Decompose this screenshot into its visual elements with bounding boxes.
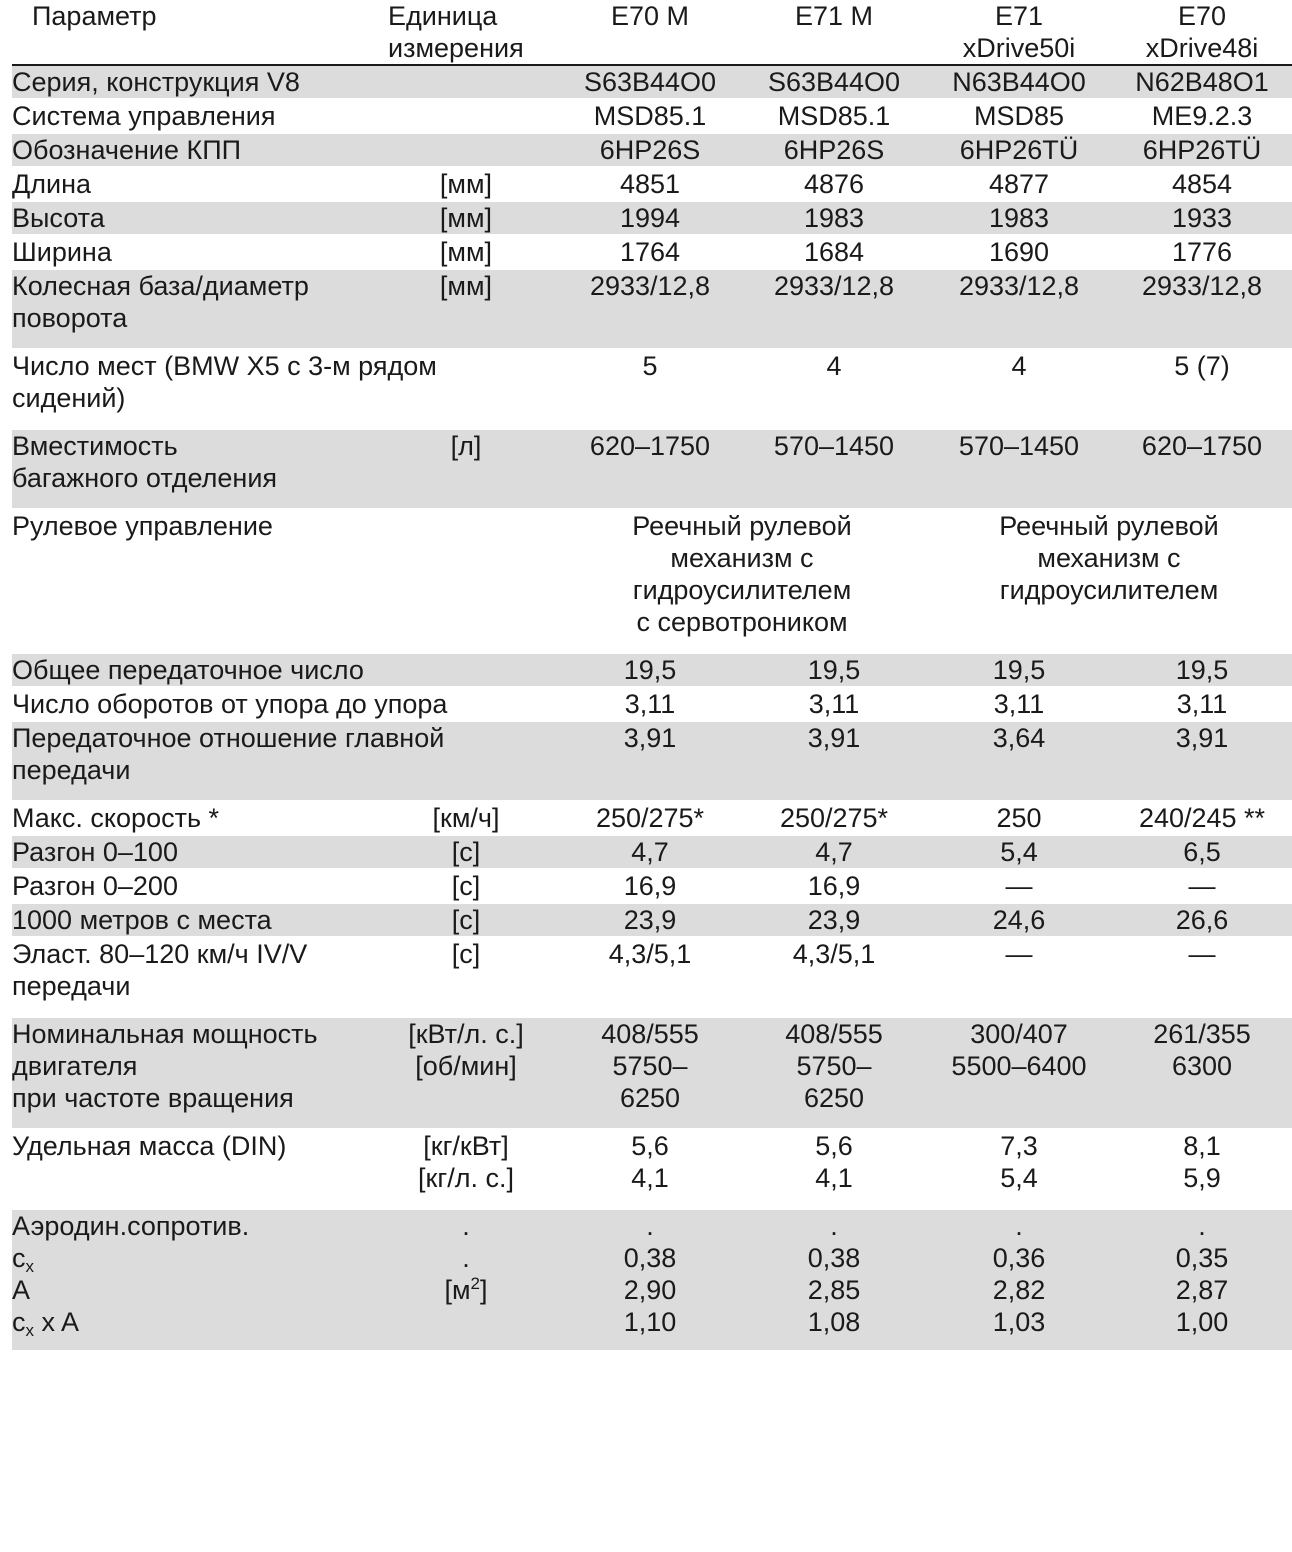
table-row [12,653,1292,687]
value-cell: 3,64 [992,723,1046,753]
value-cell: 1776 [1171,237,1233,267]
header-model-e70-xdrive48i: E70 xDrive48i [1112,0,1292,65]
value-cell: 250 [996,803,1042,833]
table-row [12,235,1292,269]
value-cell: 4851 [619,169,681,199]
table-row [12,269,1292,349]
header-model-e71-xdrive50i: E71 xDrive50i [926,0,1112,65]
unit-cell: [л] [450,431,482,461]
value-cell: 4,3/5,1 [608,939,692,969]
table-row [12,167,1292,201]
value-cell: MSD85.1 [777,101,891,131]
value-cell: 4876 [803,169,865,199]
value-cell: 1690 [988,237,1050,267]
unit-cell [374,99,558,133]
value-cell: 408/555 5750– 6250 [601,1019,699,1113]
value-cell: 4,7 [815,837,853,867]
value-cell: 570–1450 [958,431,1080,461]
value-cell: 250/275* [595,803,705,833]
value-cell: 16,9 [623,871,677,901]
param-cell: Обозначение КПП [12,135,242,165]
header-row [12,0,1292,65]
unit-cell: [c] [451,837,481,867]
aero-row [12,1209,1292,1351]
param-cell: Высота [12,203,105,233]
table-row [12,687,1292,721]
value-cell: 1983 [988,203,1050,233]
value-cell: 4,3/5,1 [792,939,876,969]
table-row [12,99,1292,133]
value-cell: 5,6 4,1 [631,1131,669,1193]
steering-left-cell: Реечный рулевой механизм с гидроусилителем с сервотроником [632,511,852,637]
value-cell: 23,9 [623,905,677,935]
value-cell: . 0,35 2,87 1,00 [1175,1211,1229,1337]
value-cell: — [1188,871,1216,901]
value-cell: 7,3 5,4 [1000,1131,1038,1193]
value-cell: — [1188,939,1216,969]
value-cell: 5 [642,351,658,381]
value-cell: . 0,38 2,85 1,08 [807,1211,861,1337]
table-row [12,801,1292,835]
value-cell: 620–1750 [1141,431,1263,461]
param-cell: Вместимость багажного отделения [12,431,278,493]
value-cell: N63B44O0 [952,67,1086,97]
value-cell: 5,4 [1000,837,1038,867]
param-cell: Система управления [12,101,276,131]
param-cell: Ширина [12,237,112,267]
header-param: Параметр [12,0,374,65]
value-cell: 23,9 [807,905,861,935]
value-cell: 3,11 [993,689,1045,719]
value-cell: 2933/12,8 [589,271,711,301]
value-cell: . 0,38 2,90 1,10 [623,1211,677,1337]
value-cell: S63B44O0 [583,67,717,97]
unit-cell: [кг/кВт] [кг/л. с.] [418,1131,514,1193]
mass-row [12,1129,1292,1209]
table-row [12,65,1292,99]
value-cell: S63B44O0 [767,67,901,97]
unit-cell [374,509,558,653]
value-cell: 6,5 [1183,837,1221,867]
header-model-e71m: E71 M [742,0,926,65]
unit-cell: [c] [451,871,481,901]
value-cell: 16,9 [807,871,861,901]
header-unit: Единица измерения [374,0,558,65]
value-cell: 1684 [803,237,865,267]
param-cell: Разгон 0–100 [12,837,178,867]
unit-cell: [км/ч] [432,803,500,833]
param-cell: Разгон 0–200 [12,871,178,901]
unit-cell: [кВт/л. с.] [об/мин] [408,1019,524,1081]
value-cell: MSD85 [973,101,1065,131]
table-row [12,835,1292,869]
value-cell: N62B48O1 [1135,67,1269,97]
value-cell: 6HP26S [783,135,885,165]
value-cell: 3,91 [623,723,677,753]
table-row [12,201,1292,235]
value-cell: 250/275* [779,803,889,833]
table-row [12,133,1292,167]
value-cell: 1983 [803,203,865,233]
spec-table [12,0,1292,1352]
unit-cell: [мм] [439,169,493,199]
value-cell: 3,91 [1175,723,1229,753]
value-cell: 8,1 5,9 [1183,1131,1221,1193]
value-cell: 5,6 4,1 [815,1131,853,1193]
param-cell: Число оборотов от упора до упора [12,689,448,719]
header-model-e70m: E70 M [558,0,742,65]
value-cell: 2933/12,8 [773,271,895,301]
unit-cell: . . $[м^2]$ [444,1211,488,1305]
unit-cell: [мм] [439,271,493,301]
param-cell: Номинальная мощность двигателя при частоте вращения [12,1019,318,1113]
value-cell: 3,91 [807,723,861,753]
value-cell: 240/245 ** [1138,803,1266,833]
value-cell: 2933/12,8 [1141,271,1263,301]
value-cell: . 0,36 2,82 1,03 [992,1211,1046,1337]
param-cell: Общее передаточное число [12,655,364,685]
value-cell: 24,6 [992,905,1046,935]
steering-right-cell: Реечный рулевой механизм с гидроусилителем [999,511,1219,605]
param-cell: 1000 метров с места [12,905,272,935]
value-cell: 4877 [988,169,1050,199]
value-cell: 261/355 6300 [1153,1019,1251,1081]
value-cell: 4854 [1171,169,1233,199]
param-cell: Серия, конструкция V8 [12,67,300,97]
steering-row [12,509,1292,653]
value-cell: 6HP26TÜ [1142,135,1262,165]
unit-cell: [мм] [439,203,493,233]
value-cell: 4 [1011,351,1027,381]
param-cell: Эласт. 80–120 км/ч IV/V передачи [12,939,308,1001]
value-cell: 26,6 [1175,905,1229,935]
value-cell: 300/407 5500–6400 [951,1019,1087,1081]
value-cell: ME9.2.3 [1151,101,1253,131]
value-cell: — [1005,871,1033,901]
unit-cell: [c] [451,939,481,969]
value-cell: 19,5 [807,655,861,685]
unit-cell [374,65,558,99]
value-cell: 19,5 [623,655,677,685]
table-row [12,721,1292,801]
value-cell: 570–1450 [773,431,895,461]
value-cell: — [1005,939,1033,969]
value-cell: 1764 [619,237,681,267]
value-cell: MSD85.1 [593,101,707,131]
param-cell: Колесная база/диаметр поворота [12,271,309,333]
param-cell: Макс. скорость * [12,803,220,833]
value-cell: 408/555 5750– 6250 [785,1019,883,1113]
value-cell: 3,11 [624,689,676,719]
table-row [12,903,1292,937]
param-cell: Число мест (BMW X5 с 3-м рядом сидений) [12,351,437,413]
value-cell: 4 [826,351,842,381]
table-row [12,937,1292,1017]
unit-cell [374,133,558,167]
value-cell: 5 (7) [1174,351,1230,381]
value-cell: 2933/12,8 [958,271,1080,301]
value-cell: 3,11 [808,689,860,719]
param-cell: Аэродин.сопротив. $c_x$ A $c_x$ x A [12,1211,250,1340]
value-cell: 1933 [1171,203,1233,233]
table-row [12,869,1292,903]
value-cell: 19,5 [992,655,1046,685]
value-cell: 6HP26S [599,135,701,165]
value-cell: 19,5 [1175,655,1229,685]
param-cell: Передаточное отношение главной передачи [12,723,445,785]
table-row [12,429,1292,509]
param-cell: Рулевое управление [12,511,273,541]
param-cell: Удельная масса (DIN) [12,1131,287,1161]
value-cell: 1994 [619,203,681,233]
value-cell: 4,7 [631,837,669,867]
value-cell: 6HP26TÜ [959,135,1079,165]
value-cell: 3,11 [1176,689,1228,719]
param-cell: Длина [12,169,92,199]
table-row [12,349,1292,429]
unit-cell: [мм] [439,237,493,267]
power-row [12,1017,1292,1129]
unit-cell: [c] [451,905,481,935]
value-cell: 620–1750 [589,431,711,461]
